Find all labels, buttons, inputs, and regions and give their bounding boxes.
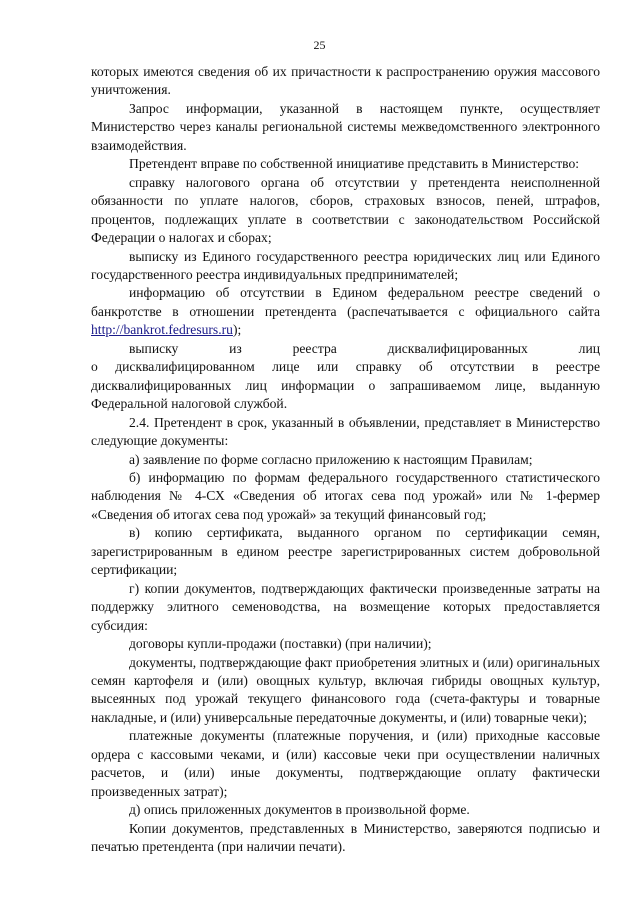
fedresurs-link[interactable]: http://bankrot.fedresurs.ru — [91, 322, 233, 338]
list-item-v: в) копию сертификата, выданного органом по сертификации семян, зарегистрированным в едином реестре зарегистрированных систем добровольной сертификации; — [91, 525, 600, 578]
bankruptcy-text-before: информацию об отсутствии в Едином федеральном реестре сведений о банкротстве в отношении претендента (распечатывается с официального сайта — [91, 285, 600, 319]
paragraph-continuation: которых имеются сведения об их причастности к распространению оружия массового уничтожения. — [91, 64, 600, 98]
sublist-item-purchase-documents: документы, подтверждающие факт приобретения элитных и (или) оригинальных семян картофеля и (или) овощных культур, включая гибриды овощных культур, высеянных под урожай текущего финансового года (счета-фактуры и товарные накладные, и (или) универсальные передаточные документы, и (или) товарные чеки); — [91, 654, 600, 725]
paragraph-tax-certificate: справку налогового органа об отсутствии у претендента неисполненной обязанности по уплате налогов, сборов, страховых взносов, пеней, штрафов, процентов, подлежащих уплате в соответствии с законодательством Российской Федерации о налогах и сборах; — [91, 174, 600, 246]
sublist-item-contracts: договоры купли-продажи (поставки) (при наличии); — [129, 636, 432, 652]
list-item-a: а) заявление по форме согласно приложению к настоящим Правилам; — [129, 451, 533, 467]
paragraph-disqualified-extract-line: выписку из реестра дисквалифицированных лиц — [129, 340, 600, 356]
list-item-b: б) информацию по формам федерального государственного статистического наблюдения № 4-СХ «Сведения об итогах сева под урожай» или № 1-фермер «Сведения об итогах сева под урожай» за текущий финансовый год; — [91, 469, 600, 522]
paragraph-request-info: Запрос информации, указанной в настоящем пункте, осуществляет Министерство через каналы региональной системы межведомственного электронного взаимодействия. — [91, 100, 600, 153]
paragraph-registry-extract: выписку из Единого государственного реестра юридических лиц или Единого государственного реестра индивидуальных предпринимателей; — [91, 248, 600, 282]
paragraph-disqualified-extract-rest: о дисквалифицированном лице или справку об отсутствии в реестре дисквалифицированных лиц информации о запрашиваемом лице, выданную Федеральной налоговой службой. — [91, 359, 600, 412]
paragraph-section-2-4: 2.4. Претендент в срок, указанный в объявлении, представляет в Министерство следующие документы: — [91, 414, 600, 449]
list-item-d: д) опись приложенных документов в произвольной форме. — [129, 802, 470, 818]
paragraph-copies-certified: Копии документов, представленных в Министерство, заверяются подписью и печатью претендента (при наличии печати). — [91, 820, 600, 855]
page-number: 25 — [313, 38, 326, 52]
list-item-g: г) копии документов, подтверждающих фактически произведенные затраты на поддержку элитного семеноводства, на возмещение которых предоставляется субсидия: — [91, 580, 600, 633]
paragraph-bankruptcy-info — [91, 284, 600, 339]
paragraph-applicant-may-submit: Претендент вправе по собственной инициативе представить в Министерство: — [129, 156, 580, 172]
sublist-item-payment-documents: платежные документы (платежные поручения, и (или) приходные кассовые ордера с кассовыми чеками, и (или) кассовые чеки при осуществлении наличных расчетов, и (или) иные документы, подтверждающие оплату фактически произведенных затрат); — [91, 728, 600, 799]
bankruptcy-text-after: ); — [232, 322, 242, 338]
